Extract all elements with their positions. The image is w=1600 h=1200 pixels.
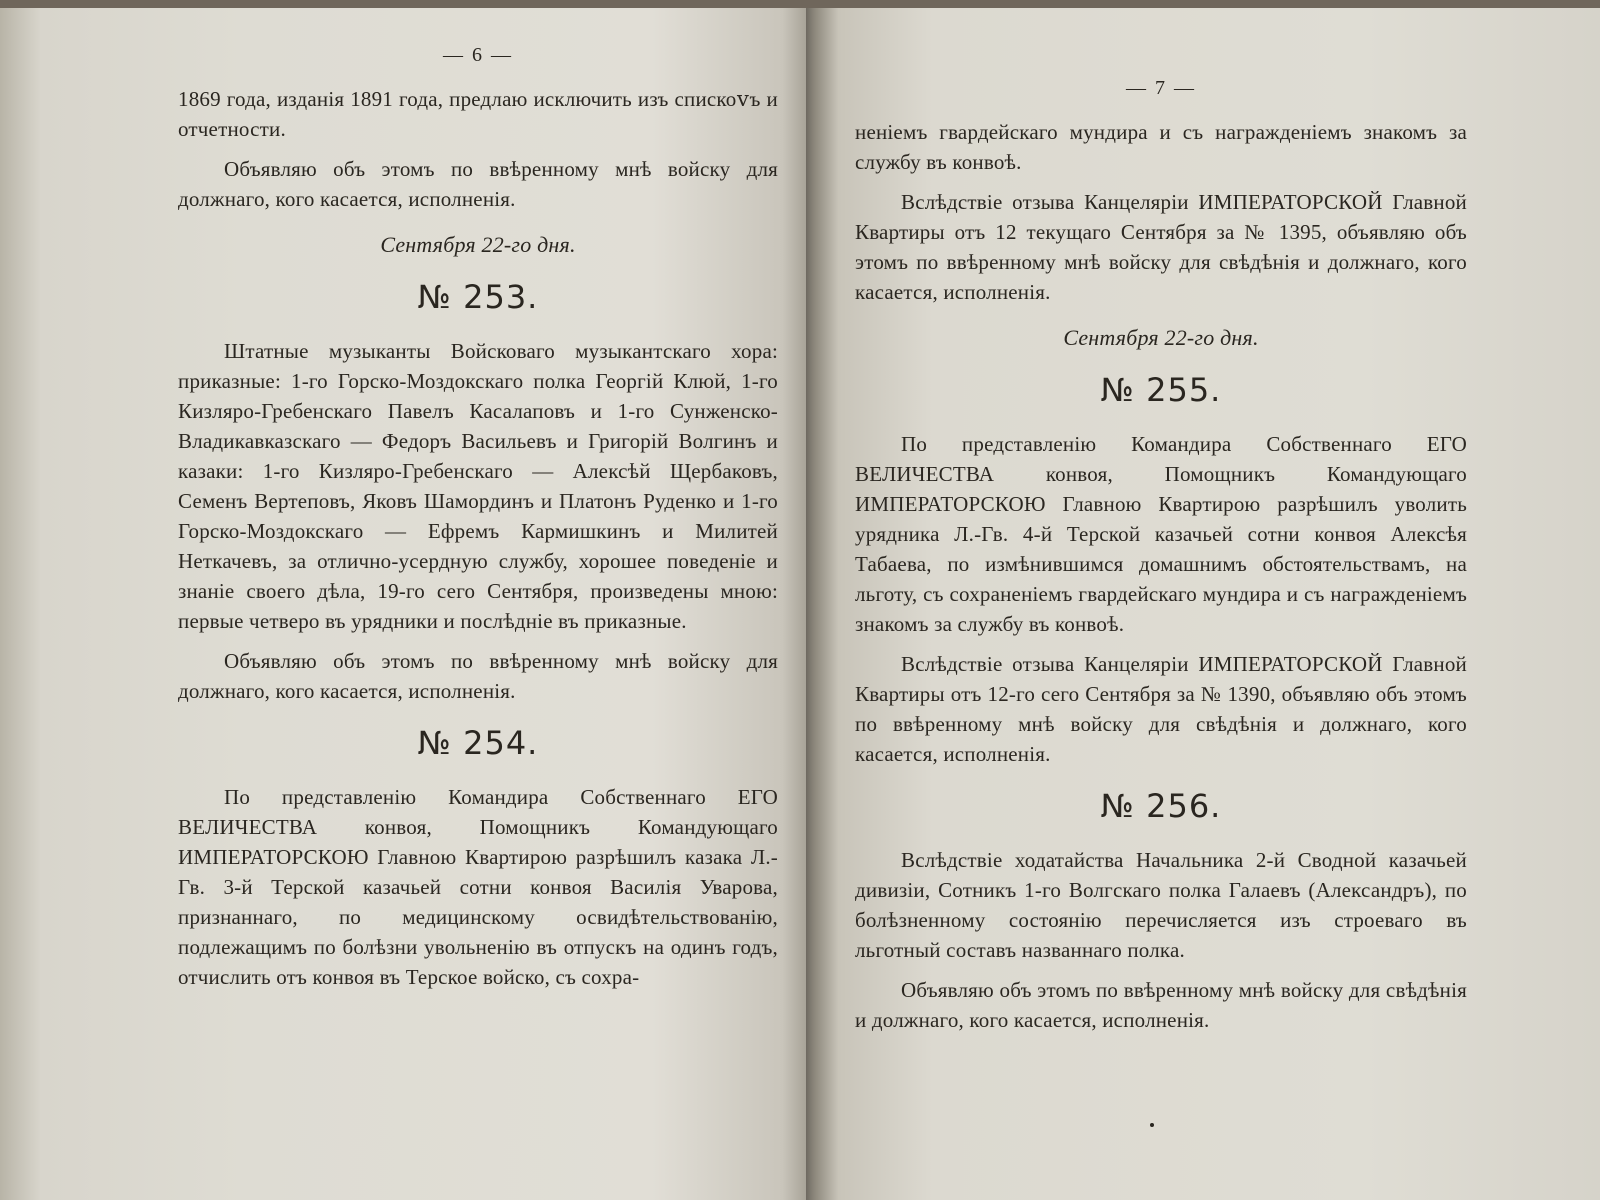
order-253-text: Штатные музыканты Войсковаго музыкантскаго хора: приказные: 1-го Горско-Моздокскаго полка Георгій Клюй, 1-го Кизляро-Гребенскаго Павелъ Касалаповъ и 1-го Сунженско-Владикавказскаго — Федоръ Васильевъ и Григорій Волгинъ и казаки: 1-го Кизляро-Гребенскаго — Алексѣй Щербаковъ, Семенъ Вертеповъ, Яковъ Шамординъ и Платонъ Руденко и 1-го Горско-Моздокскаго — Ефремъ Кармишкинъ и Милитей Неткачевъ, за отлично-усердную службу, хорошее поведеніе и знаніе своего дѣла, 19-го сего Сентября, произведены мною: первые четверо въ урядники и послѣдніе въ приказные.: [178, 339, 778, 633]
date-heading-right: Сентября 22-го дня.: [1063, 325, 1259, 350]
order-253-closing: Объявляю объ этомъ по ввѣренному мнѣ войску для должнаго, кого касается, исполненія.: [178, 649, 778, 703]
left-page: [0, 8, 815, 1200]
page-number-left: — 6 —: [443, 44, 513, 66]
order-255-closing: Вслѣдствіе отзыва Канцеляріи ИМПЕРАТОРСКОЙ Главной Квартиры отъ 12-го сего Сентября за № 1390, объявляю объ этомъ по ввѣренному мнѣ войску для свѣдѣнія и должнаго, кого касается, исполненія.: [855, 652, 1467, 766]
order-255-number: № 255.: [1100, 371, 1222, 409]
order-256-number: № 256.: [1100, 787, 1222, 825]
right-page: [815, 8, 1600, 1200]
left-paragraph-2: Объявляю объ этомъ по ввѣренному мнѣ войску для должнаго, кого касается, исполненія.: [178, 157, 778, 211]
order-256-text: Вслѣдствіе ходатайства Начальника 2-й Сводной казачьей дивизіи, Сотникъ 1-го Волгскаго полка Галаевъ (Александръ), по болѣзненному состоянію перечисляется изъ строеваго въ льготный составъ названнаго полка.: [855, 848, 1467, 962]
order-255-text: По представленію Командира Собственнаго ЕГО ВЕЛИЧЕСТВА конвоя, Помощникъ Командующаго ИМПЕРАТОРСКОЮ Главною Квартирою разрѣшилъ уволить урядника Л.-Гв. 4-й Терской казачьей сотни конвоя Алексѣя Табаева, по измѣнившимся домашнимъ обстоятельствамъ, на льготу, съ сохраненіемъ гвардейскаго мундира и съ награжденіемъ знакомъ за службу въ конвоѣ.: [855, 432, 1467, 636]
left-paragraph-1: 1869 года, изданія 1891 года, предлаю исключить изъ спискоⅴъ и отчетности.: [178, 87, 778, 141]
order-254-number: № 254.: [417, 724, 539, 762]
right-page-column: [855, 73, 1467, 1035]
order-253-number: № 253.: [417, 278, 539, 316]
left-page-column: [178, 40, 778, 992]
right-paragraph-2: Вслѣдствіе отзыва Канцеляріи ИМПЕРАТОРСКОЙ Главной Квартиры отъ 12 текущаго Сентября за № 1395, объявляю объ этомъ по ввѣренному мнѣ войску для свѣдѣнія и должнаго, кого касается, исполненія.: [855, 190, 1467, 304]
order-256-closing: Объявляю объ этомъ по ввѣренному мнѣ войску для свѣдѣнія и должнаго, кого касается, исполненія.: [855, 978, 1467, 1032]
ink-dot: [1150, 1123, 1154, 1127]
right-continuation: неніемъ гвардейскаго мундира и съ награжденіемъ знакомъ за службу въ конвоѣ.: [855, 120, 1467, 174]
page-number-right: — 7 —: [1126, 77, 1196, 99]
date-heading-left: Сентября 22-го дня.: [380, 232, 576, 257]
order-254-text: По представленію Командира Собственнаго ЕГО ВЕЛИЧЕСТВА конвоя, Помощникъ Командующаго ИМПЕРАТОРСКОЮ Главною Квартирою разрѣшилъ казака Л.-Гв. 3-й Терской казачьей сотни конвоя Василія Уварова, признаннаго, по медицинскому освидѣтельствованію, подлежащимъ по болѣзни увольненію въ отпускъ на одинъ годъ, отчислить отъ конвоя въ Терское войско, съ сохра-: [178, 785, 778, 989]
